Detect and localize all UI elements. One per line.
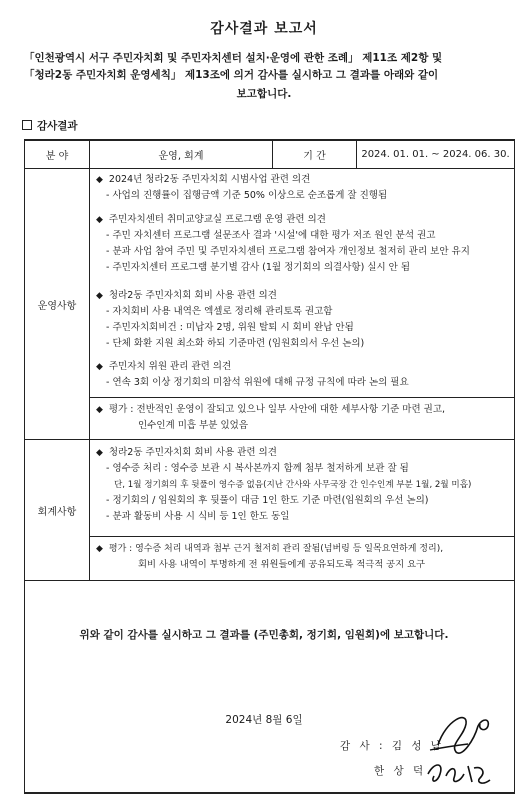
group-heading: ◆ 청라2동 주민자치회 회비 사용 관련 의견 xyxy=(96,445,514,461)
group-heading: ◆ 2024년 청라2동 주민자치회 시범사업 관련 의견 xyxy=(96,172,514,188)
evaluation-line-2: 인수인계 미흡 부분 있었음 xyxy=(138,420,249,431)
label-column-divider xyxy=(89,139,90,580)
accounting-label: 회계사항 xyxy=(37,506,77,518)
operation-group-1 xyxy=(96,172,514,204)
group-heading: ◆ 주민자치센터 취미교양교실 프로그램 운영 관련 의견 xyxy=(96,212,514,228)
group-item: - 정기회의 / 임원회의 후 뒷풀이 대금 1인 한도 기준 마련(임원회의 우선 논의) xyxy=(106,495,429,506)
operation-group-4 xyxy=(96,359,514,391)
accounting-eval-divider xyxy=(89,536,515,537)
group-item: - 분과 활동비 사용 시 식비 등 1인 한도 동일 xyxy=(106,511,290,522)
section-title: 감사결과 xyxy=(37,120,78,132)
evaluation-line-1: ◆ 평가 : 전반적인 운영이 잘되고 있으나 일부 사안에 대한 세부사항 기준 마련 권고, xyxy=(96,402,514,418)
intro-line-2: 「청라2동 주민자치회 운영세칙」 제13조에 의거 감사를 실시하고 그 결과를 아래와 같이 xyxy=(24,69,439,81)
group-item: - 주민 자치센터 프로그램 설문조사 결과 '시설'에 대한 평가 저조 원인 분석 권고 xyxy=(106,230,436,241)
report-date: 2024년 8월 6일 xyxy=(225,714,303,726)
document-title: 감사결과 보고서 xyxy=(210,21,318,37)
group-item: - 연속 3회 이상 정기회의 미참석 위원에 대해 규정 규칙에 따라 논의 필요 xyxy=(106,377,409,388)
operation-group-3 xyxy=(96,288,514,352)
accounting-group xyxy=(96,445,514,525)
report-statement: 위와 같이 감사를 실시하고 그 결과를 (주민총회, 정기회, 임원회)에 보고합니다. xyxy=(79,629,449,641)
group-heading: ◆ 청라2동 주민자치회 회비 사용 관련 의견 xyxy=(96,288,514,304)
group-item: - 사업의 진행률이 집행금액 기준 50% 이상으로 순조롭게 잘 진행됨 xyxy=(106,190,388,201)
evaluation-line-1: ◆ 평가 : 영수증 처리 내역과 첨부 근거 철저히 관리 잘됨(넘버링 등 일목요연하게 정리), xyxy=(96,541,514,557)
group-item: 단, 1월 정기회의 후 뒷풀이 영수증 없음(지난 간사와 사무국장 간 인수인계 부분 1월, 2월 미흡) xyxy=(114,480,472,490)
accounting-divider xyxy=(24,580,515,581)
field-value: 운영, 회계 xyxy=(158,151,204,162)
group-item: - 영수증 처리 : 영수증 보관 시 복사본까지 함께 첨부 철저하게 보관 잘 됨 xyxy=(106,463,409,474)
operation-eval-divider xyxy=(89,397,515,398)
table-right-border xyxy=(514,139,515,794)
operation-evaluation xyxy=(96,402,514,434)
checkbox-icon xyxy=(22,120,32,130)
group-item: - 단체 화환 지원 최소화 하되 기준마련 (임원회의서 우선 논의) xyxy=(106,338,365,349)
group-item: - 자치회비 사용 내역은 엑셀로 정리해 관리토록 권고함 xyxy=(106,306,333,317)
accounting-evaluation xyxy=(96,541,514,573)
field-label: 분 야 xyxy=(45,151,69,162)
period-value: 2024. 01. 01. ~ 2024. 06. 30. xyxy=(361,149,510,160)
period-label: 기 간 xyxy=(303,151,326,162)
evaluation-line-2: 회비 사용 내역이 투명하게 전 위원들에게 공유되도록 적극적 공지 요구 xyxy=(138,559,426,570)
group-heading: ◆ 주민자치 위원 관리 관련 의견 xyxy=(96,359,514,375)
operation-label: 운영사항 xyxy=(37,300,77,312)
header-divider xyxy=(24,168,515,169)
intro-line-3: 보고합니다. xyxy=(236,88,292,100)
auditor-1-name: 감 사 : 김 성 남 xyxy=(340,740,444,752)
section-header xyxy=(22,118,78,133)
group-item: - 주민자치센터 프로그램 분기별 감사 (1월 정기회의 의결사항) 실시 안 됨 xyxy=(106,262,411,273)
operation-divider xyxy=(24,439,515,440)
auditor-2-name: 한 상 덕 xyxy=(374,765,427,777)
intro-line-1: 「인천광역시 서구 주민자치회 및 주민자치센터 설치·운영에 관한 조례」 제11조 제2항 및 xyxy=(24,52,443,64)
group-item: - 주민자치회비건 : 미납자 2명, 위원 탈퇴 시 회비 완납 안됨 xyxy=(106,322,354,333)
operation-group-2 xyxy=(96,212,514,276)
table-bottom-border xyxy=(24,792,515,794)
handwritten-signature-2 xyxy=(420,752,500,792)
group-item: - 분과 사업 참여 주민 및 주민자치센터 프로그램 참여자 개인정보 철저히 관리 보안 유지 xyxy=(106,246,470,257)
